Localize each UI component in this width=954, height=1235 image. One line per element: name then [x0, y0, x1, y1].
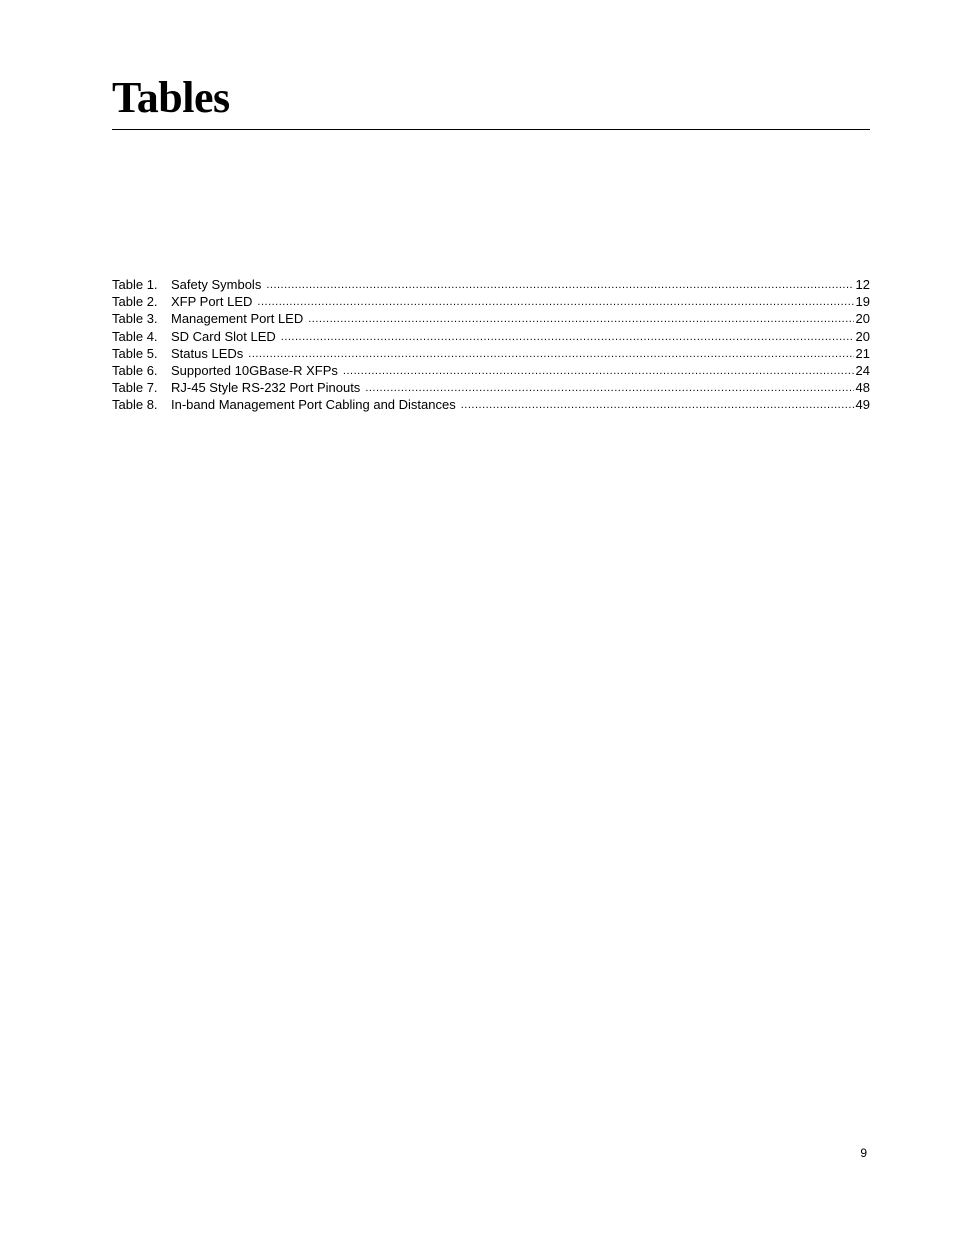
toc-entry-number: Table 1. — [112, 277, 158, 292]
toc-entry-table-5[interactable] — [112, 345, 870, 362]
title-divider — [112, 129, 870, 130]
toc-entry-page: 20 — [855, 328, 870, 344]
toc-entry-number: Table 4. — [112, 328, 158, 344]
toc-entry-table-3[interactable] — [112, 310, 870, 327]
toc-entry-page: 19 — [855, 294, 870, 310]
toc-entry-table-1[interactable] — [112, 276, 870, 293]
toc-entry-page: 49 — [855, 397, 870, 413]
toc-entry-title: Status LEDs — [171, 345, 244, 361]
toc-entry-number: Table 7. — [112, 380, 158, 396]
dot-leader — [257, 294, 853, 311]
toc-entry-number: Table 5. — [112, 345, 158, 361]
toc-entry-page: 21 — [855, 345, 870, 361]
toc-entry-page: 20 — [855, 311, 870, 327]
dot-leader — [281, 329, 854, 346]
toc-entry-page: 24 — [855, 362, 870, 378]
toc-entry-table-4[interactable] — [112, 328, 870, 345]
page-number: 9 — [860, 1146, 867, 1160]
dot-leader — [308, 311, 853, 328]
toc-entry-title: In-band Management Port Cabling and Distances — [171, 397, 456, 413]
toc-entry-table-6[interactable] — [112, 362, 870, 379]
toc-entry-number: Table 6. — [112, 362, 158, 378]
page-title: Tables — [112, 73, 230, 122]
list-of-tables — [112, 276, 870, 414]
toc-entry-page: 12 — [855, 277, 870, 292]
toc-entry-table-2[interactable] — [112, 293, 870, 310]
toc-entry-page: 48 — [855, 380, 870, 396]
toc-entry-title: Safety Symbols — [171, 277, 262, 292]
toc-entry-table-7[interactable] — [112, 379, 870, 396]
toc-entry-number: Table 8. — [112, 397, 158, 413]
dot-leader — [365, 380, 853, 397]
dot-leader — [343, 363, 854, 380]
toc-entry-title: XFP Port LED — [171, 294, 253, 310]
dot-leader — [266, 277, 853, 294]
toc-entry-number: Table 2. — [112, 294, 158, 310]
toc-entry-title: SD Card Slot LED — [171, 328, 276, 344]
toc-entry-number: Table 3. — [112, 311, 158, 327]
toc-entry-title: Supported 10GBase-R XFPs — [171, 362, 338, 378]
toc-entry-table-8[interactable] — [112, 396, 870, 413]
dot-leader — [248, 346, 853, 363]
toc-entry-title: RJ-45 Style RS-232 Port Pinouts — [171, 380, 361, 396]
dot-leader — [461, 397, 854, 414]
toc-entry-title: Management Port LED — [171, 311, 304, 327]
